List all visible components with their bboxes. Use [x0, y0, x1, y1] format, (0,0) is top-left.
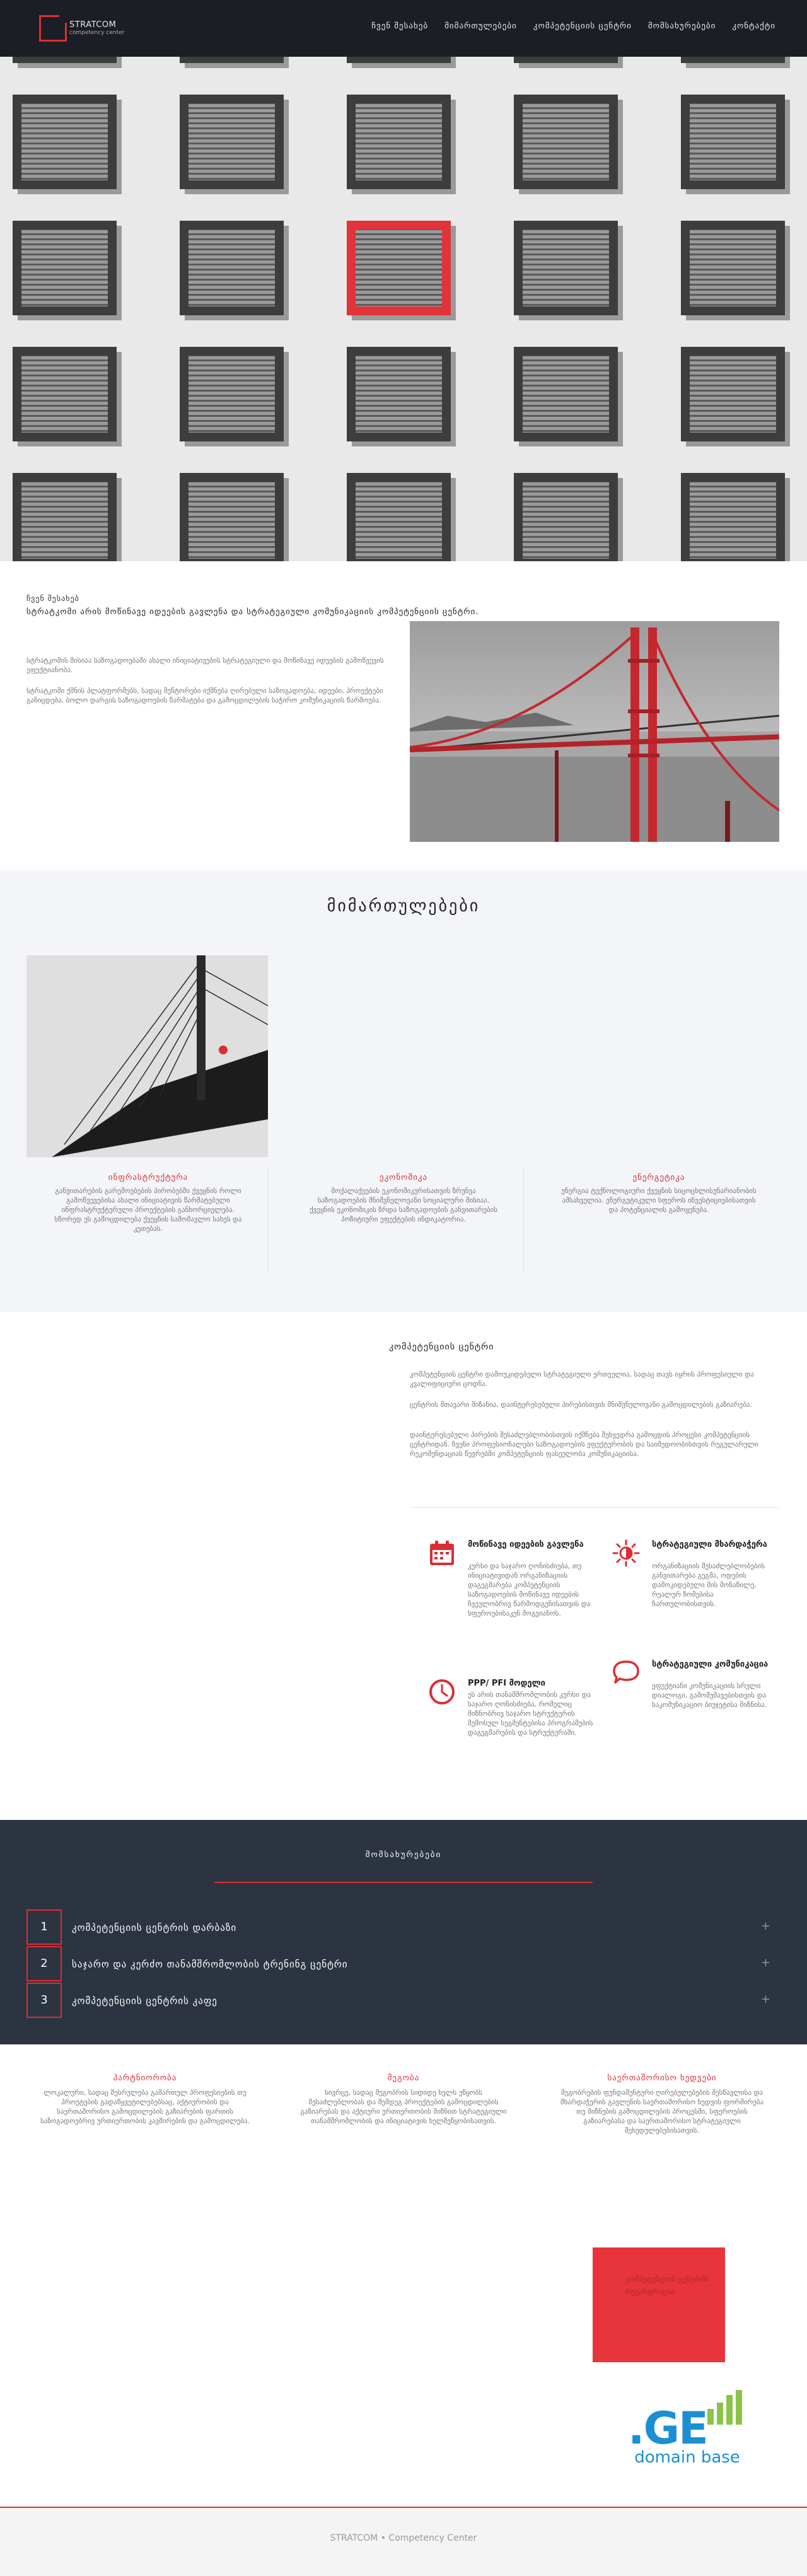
direction-heading: ინფრასტრუქტურა [108, 1173, 189, 1182]
value-heading: პარტნიორობა [113, 2073, 177, 2083]
logo[interactable] [39, 15, 124, 42]
building-windows-illustration [0, 57, 807, 561]
footer-text: STRATCOM • Competency Center [330, 2533, 477, 2543]
service-number: 1 [26, 1909, 62, 1945]
feature-text: ეფექტიანი კომუნიკაციის სრული დიალოგი, გამომუშავებისთვის და საკომუნიკაციო ბიუჯეტისა მიზნისა. [652, 1682, 767, 1709]
about-heading: სტრატკომი არის მოწინავე იდეების გავლენა და სტრატეგიული კომუნიკაციის კომპეტენციის ცენტრი. [26, 607, 479, 617]
service-label: კომპეტენციის ცენტრის დარბაზი [72, 1922, 237, 1933]
registration-cta[interactable] [593, 2247, 725, 2362]
nav-about[interactable]: ჩვენ შესახებ [371, 21, 429, 31]
value-international [536, 2073, 788, 2135]
window-frame [347, 57, 451, 63]
values-section [0, 2044, 807, 2234]
nav-contact[interactable]: კონტაქტი [732, 21, 775, 31]
service-label: საჯარო და კერძო თანამშრომლობის ტრენინგ ცენტრი [72, 1959, 348, 1970]
top-navbar [0, 0, 807, 57]
service-row[interactable] [26, 1946, 783, 1981]
feature-heading: სტრატეგიული მხარდაჭერა [652, 1540, 767, 1549]
divider [214, 1882, 593, 1883]
expand-icon[interactable]: + [760, 1993, 770, 2006]
clock-icon [427, 1677, 456, 1706]
about-paragraph-1: სტრატკომის მისიაა საზოგადოებაში ახალი ინიციატივების სტრატეგიული და მოწინავე იდეების გამოწვევის ეფექტიანობა. [26, 656, 384, 674]
directions-section [0, 870, 807, 1312]
badge-sub-text: domain base [634, 2448, 740, 2467]
direction-text: ენერგია ტექნოლოგიური ქვეყნის სიცოცხლისუნარიანობის ამსახველია. ენერგეტიკული სფეროს ინვესტიციებისათვის და პოტენციალის გამოყენება. [561, 1187, 757, 1214]
direction-text: განვითარების გარემოებების პირობებში ქვეყნის როლი გამოწვევებისა ახალი ინიციატივის წარმატებული ინფრასტრუქტურული პროექტების განხორციელება. სწორედ ეს გამოცდილება ქვეყნის სამომავლო სახეს და კეთებას. [54, 1187, 242, 1233]
feature-text: ეს არის თანამშრომლობის კურსი და საჯარო ღონისძიება, რომელიც მიზნობრივ საჯარო სტრუქტურის შემოსულ სეგმენტებისა პროგრამების დაგეგმარების და სტრუქტურაში. [468, 1691, 593, 1737]
about-paragraph-2: სტრატკომი ქმნის პლატფორმებს, სადაც მენტორები იქმნება ღირებული საზოგადოება, იდეები, პროექტები განიცდება, ბოლო დარგის საზოგადოების წარმატება და გამოცდილების საჭირო კომუნიკაციის წარმოება. [26, 687, 383, 704]
cta-text: კომპეტენციის ცენტრში რეგისტრაცია [625, 2275, 709, 2296]
direction-text: მოქალაქეების ეკონომიკურისათვის ზრუნვა საზოგადოების მნიშვნელოვანი სოციალური მისიაა. ქვეყნის ეკონომიკის ზრდა საზოგადოების განვითარების პოზიტიური ეფექტების ინდიკატორია. [309, 1187, 498, 1223]
calendar-icon [427, 1539, 456, 1568]
expand-icon[interactable]: + [760, 1956, 770, 1969]
hero-image [0, 57, 807, 561]
divider [410, 1507, 779, 1508]
service-label: კომპეტენციის ცენტრის კაფე [72, 1995, 218, 2007]
bridge-illustration [410, 621, 779, 842]
logo-mark [39, 15, 67, 42]
value-partnership [19, 2073, 271, 2126]
value-text: ლოკალური, სადაც შესრულება გამართულ პროფესიების თუ პროეტების გადაწყვეტილებებსაც, აქტიურობის და საერთაშორისო გამოცდილების გაზიარების ფართის საზოგადოებრივ ურთიერთობის კავშირების და გამოცდილება. [40, 2089, 250, 2125]
directions-title: მიმართულებები [327, 897, 480, 916]
competence-center-section [0, 1312, 807, 1820]
logo-name: STRATCOM [69, 20, 117, 30]
direction-heading: ეკონომიკა [379, 1173, 428, 1182]
footer [0, 2508, 807, 2576]
chat-icon [612, 1658, 641, 1687]
about-eyebrow: ჩვენ შესახებ [26, 594, 79, 603]
main-menu [371, 21, 775, 31]
value-heading: საერთაშორისო ხედვები [607, 2073, 717, 2083]
window-frame [681, 57, 785, 63]
feature-text: ორგანიზაციის შესაძლებლობების განვითარება გეგმა, ოდების დამოკიდებული მის მონაწილე, რეალურ ზომებისა ჩართულობისთვის. [652, 1562, 765, 1608]
value-text: სივრცე, სადაც მეგობრის სიდიდე ხელს უწყობს შესაძლებლობას და შემდეგ პროექტების გამოცდილების გაზიარებას და აქტიური ურთიერთობის მიზნით სტრატეგიული თანამშრომლობის და ინიციატივის ხელშეწყობისათვის. [300, 2089, 507, 2125]
divider [523, 1170, 524, 1271]
direction-energy [536, 1173, 782, 1215]
expand-icon[interactable]: + [760, 1920, 770, 1933]
competence-paragraph-2: ცენტრის მთავარი მიზანია, დაინტერესებული პირებისთვის მნიშვნელოვანი გამოცდილების გაზიარება. [410, 1401, 752, 1409]
feature-heading: PPP/ PFI მოდელი [468, 1679, 545, 1688]
golden-gate-photo [410, 621, 779, 842]
feature-heading: სტრატეგიული კომუნიკაცია [652, 1660, 769, 1669]
window-frame [180, 57, 284, 63]
nav-services[interactable]: მომსახურებები [647, 21, 716, 31]
service-number: 3 [26, 1983, 62, 2018]
direction-infrastructure [25, 1173, 271, 1233]
direction-heading: ენერგეტიკა [632, 1173, 685, 1182]
feature-heading: მოწინავე იდეების გავლენა [468, 1540, 584, 1549]
sun-icon [612, 1539, 641, 1568]
badge-main-text: .GE [628, 2403, 707, 2454]
direction-economy [281, 1173, 526, 1224]
value-heading: მეგობა [387, 2073, 420, 2083]
services-section [0, 1820, 807, 2044]
competence-title: კომპეტენციის ცენტრი [389, 1342, 494, 1352]
feature-text: კურსი და საჯარო ღონისძიება, თუ ინიციატივიდან ორგანიზაციის დაგეგმარება კომპეტენციის საზოგადოების მოწინავე იდეების ჩვეულობრივ წარმოდგენისათვის და სფეროებისაკენ მოგვიანოს. [468, 1562, 591, 1617]
nav-directions[interactable]: მიმართულებები [444, 21, 517, 31]
value-text: მეგობრების ფუნდამენტური ღირებულებების შესწავლისა და მხარდაჭერის გავლენის საერთაშორისო ხედვის ფორმირება თუ მიზნების გამოცდილების პროცესში, სფეროების გაზიარებასა და საერთაშორისო სტრატეგიული შეხედულებებისათვის. [560, 2089, 764, 2135]
services-title: მომსახურებები [365, 1850, 442, 1860]
window-frame [13, 57, 117, 63]
about-section [0, 561, 807, 870]
window-frame [514, 57, 618, 63]
nav-competence-center[interactable]: კომპეტენციის ცენტრი [533, 21, 632, 31]
value-friendship [277, 2073, 530, 2126]
divider [268, 1170, 269, 1271]
service-number: 2 [26, 1946, 62, 1981]
competence-paragraph-3: დაინტერესებული პირების შესაძლებლობისთვის იქმნება შეხვედრა გამოცდის პროცესი კომპეტენციის ცენტრიდან. ჩვენი პროფესიონალები საზოგადოების ეფექტურობის და საიმედოობისთვის რეგულარული რეკომენდაციას წევრებში კომპეტენციის ფასეულობა კომუნიკაციისა. [410, 1431, 758, 1458]
competence-paragraph-1: კომპეტენციის ცენტრი დამოუკიდებელი სტრატეგიული ერთეულია, სადაც თავს იყრის პროფესიული და კვალიფიციური ცოდნა. [410, 1370, 754, 1388]
cable-bridge-illustration [26, 955, 268, 1157]
logo-tagline: competency center [69, 30, 125, 36]
service-row[interactable] [26, 1983, 783, 2018]
domain-base-badge[interactable] [625, 2390, 752, 2469]
cable-bridge-photo [26, 955, 268, 1157]
service-row[interactable] [26, 1909, 783, 1945]
